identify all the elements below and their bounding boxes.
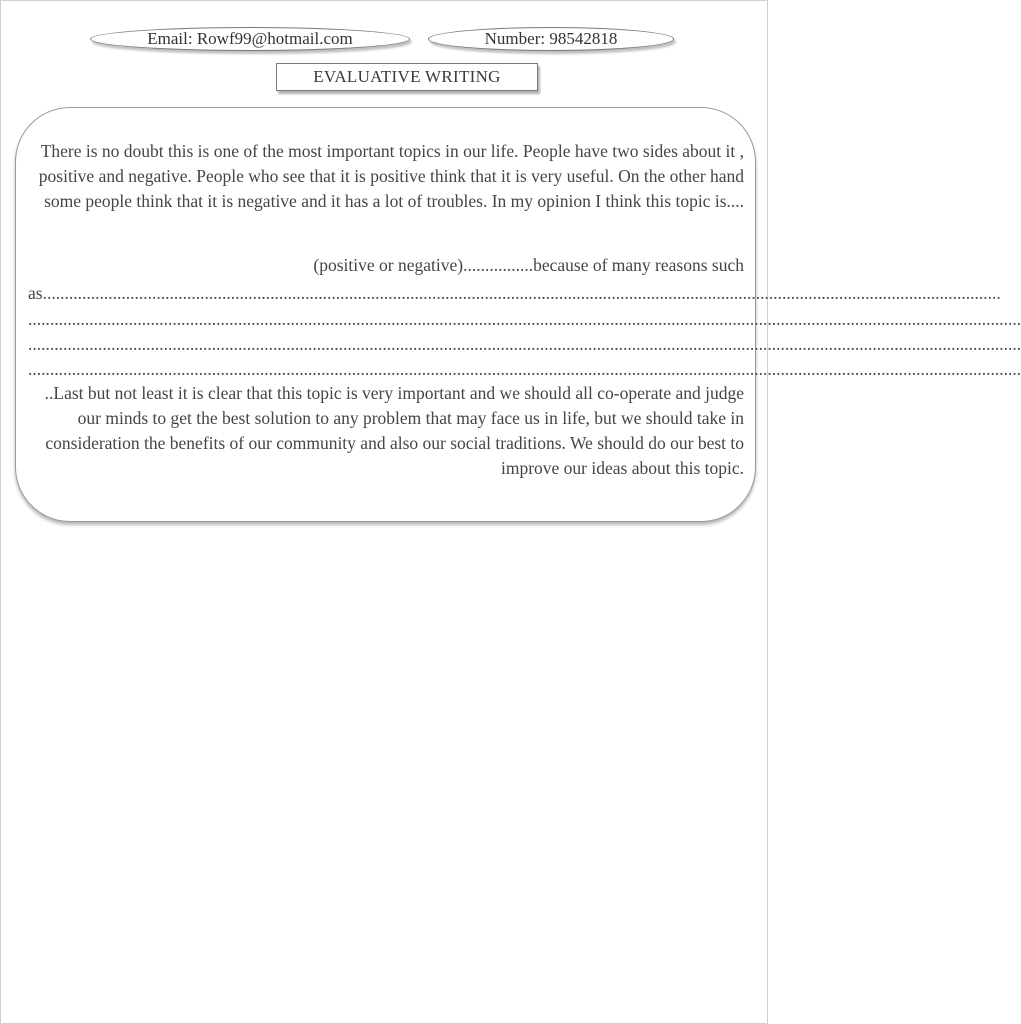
intro-paragraph <box>28 139 744 214</box>
number-label: Number: 98542818 <box>428 27 674 51</box>
intro-text: There is no doubt this is one of the most important topics in our life. People have two sides about it , positive and negative. People who see that it is positive think that it is very useful. On the other hand some people think that it is negative and it has a lot of troubles. In my opinion I think this topic is.... <box>38 141 744 211</box>
fill-in-line-3: ................................................................................................................................................................................................................................... <box>28 334 1021 354</box>
fill-in-line-1: as........................................................................................................................................................................................................................... <box>28 283 1001 303</box>
email-label: Email: Rowf99@hotmail.com <box>90 27 410 51</box>
page-title: EVALUATIVE WRITING <box>276 63 538 91</box>
opinion-line <box>28 253 744 278</box>
opinion-text: (positive or negative)................because of many reasons such <box>313 255 744 275</box>
fill-in-line-4: ................................................................................................................................................................................................................................... <box>28 359 1021 379</box>
fill-in-line-2: ................................................................................................................................................................................................................................... <box>28 309 1021 329</box>
conclusion-paragraph <box>28 381 744 481</box>
conclusion-text: ..Last but not least it is clear that this topic is very important and we should all co-operate and judge our minds to get the best solution to any problem that may face us in life, but we should take in consideration the benefits of our community and also our social traditions. We should do our best to improve our ideas about this topic. <box>44 383 744 478</box>
